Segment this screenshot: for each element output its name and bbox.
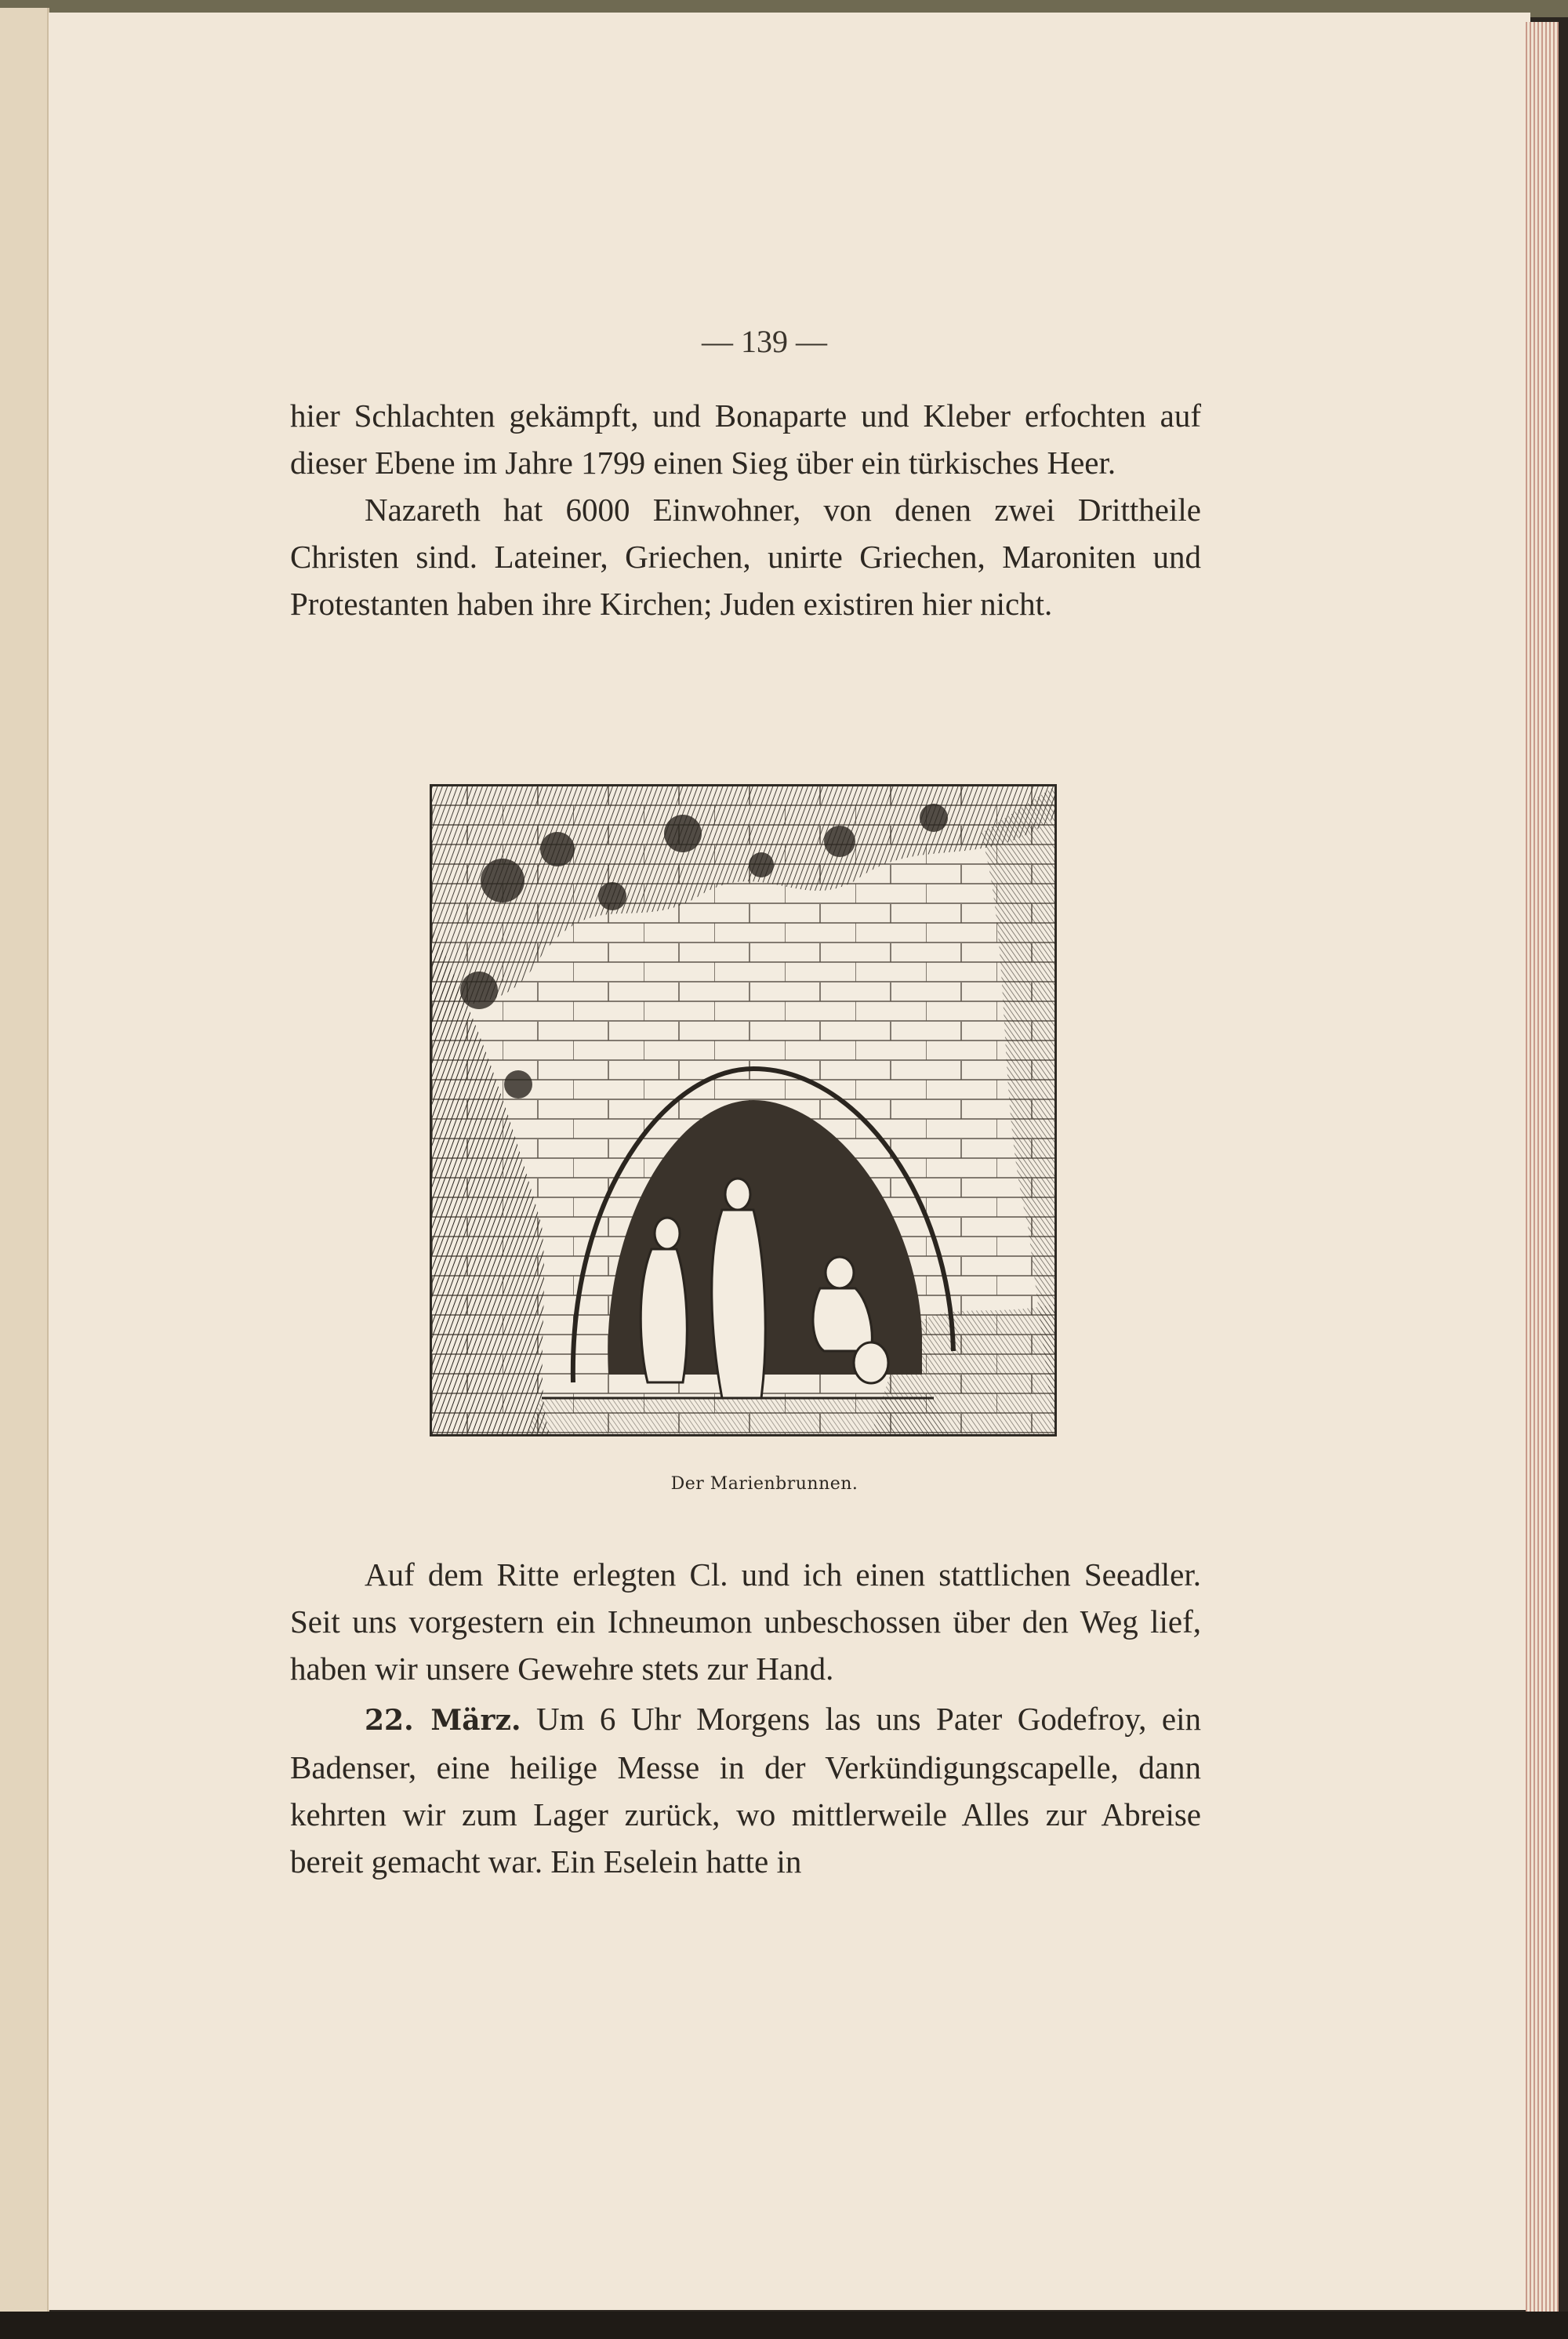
top-text — [290, 392, 1201, 627]
engraving-image — [432, 786, 1054, 1434]
paragraph: Nazareth hat 6000 Einwohner, von denen zwei Drittheile Christen sind. Lateiner, Griechen, unirte Griechen, Maroniten und Protestanten haben ihre Kirchen; Juden existiren hier nicht. — [290, 492, 1201, 622]
paragraph-dated — [290, 1695, 1201, 1885]
date-heading: 22. März. — [365, 1704, 521, 1737]
page-number: — 139 — — [702, 324, 827, 359]
page-edges — [1526, 22, 1559, 2312]
paragraph: hier Schlachten gekämpft, und Bonaparte und Kleber erfochten auf dieser Ebene im Jahre 1799 einen Sieg über ein türkisches Heer. — [290, 398, 1201, 481]
paragraph-text: Um 6 Uhr Morgens las uns Pater Godefroy, ein Badenser, eine heilige Messe in der Verkündigungscapelle, dann kehrten wir zum Lager zurück, wo mittlerweile Alles zur Abreise bereit gemacht war. Ein Eselein hatte in — [290, 1701, 1201, 1880]
figure-caption: Der Marienbrunnen. — [670, 1474, 858, 1494]
book-bottom-edge — [0, 2312, 1568, 2339]
bottom-text — [290, 1551, 1201, 1885]
paragraph: Auf dem Ritte erlegten Cl. und ich einen stattlichen Seeadler. Seit uns vorgestern ein Ichneumon unbeschossen über den Weg lief, haben wir unsere Gewehre stets zur Hand. — [290, 1556, 1201, 1687]
illustration-marienbrunnen — [430, 784, 1057, 1436]
